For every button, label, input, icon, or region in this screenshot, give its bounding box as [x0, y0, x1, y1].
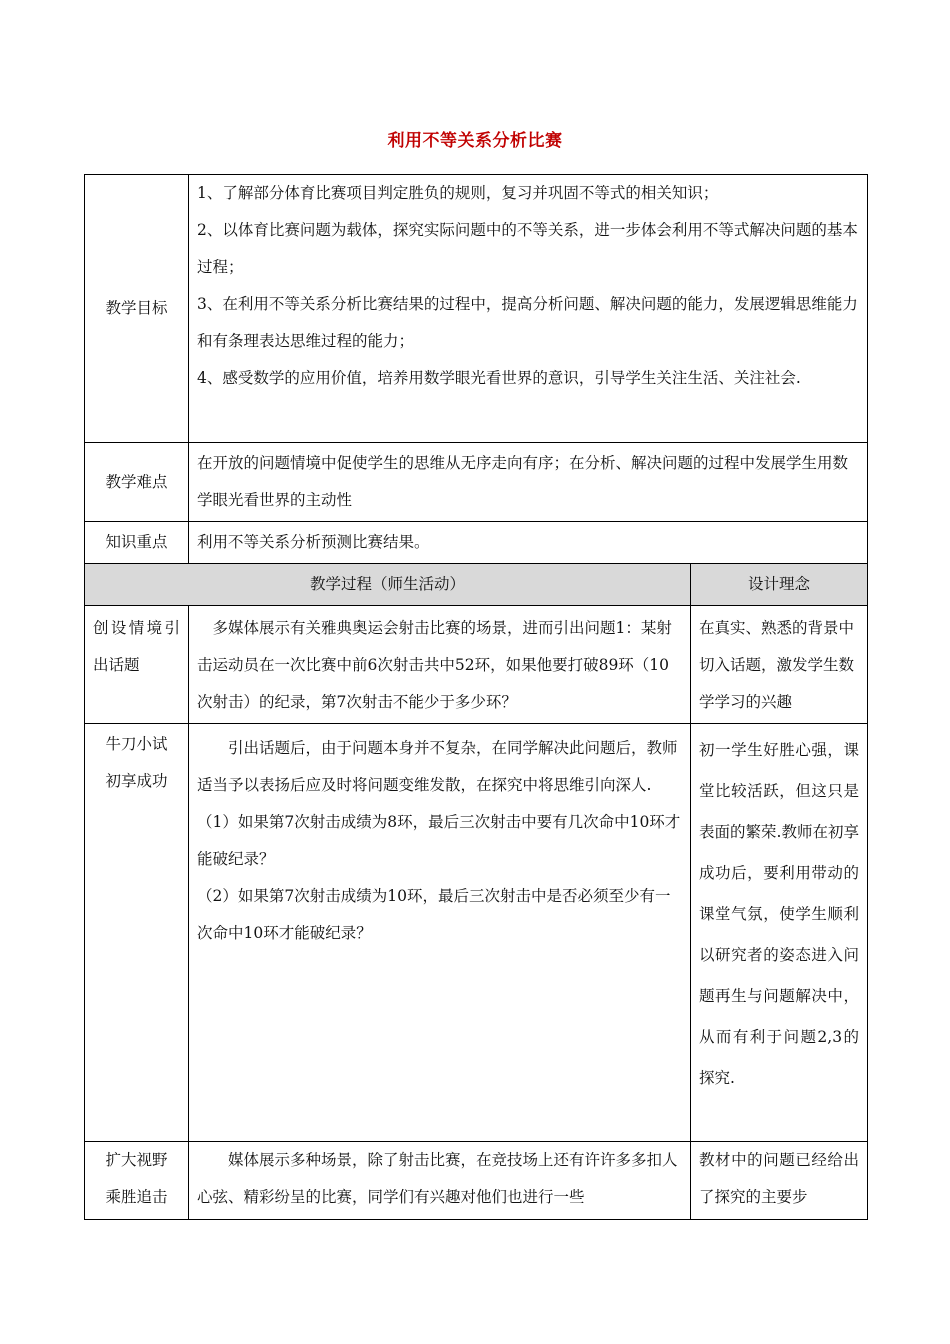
section-2-design [691, 724, 868, 1142]
section-2-label-line-2: 初享成功 [105, 772, 168, 790]
section-3-process-text: 媒体展示多种场景，除了射击比赛，在竞技场上还有许许多多扣人心弦、精彩纷呈的比赛，同学们有兴趣对他们也进行一些 [197, 1151, 678, 1206]
design-header: 设计理念 [691, 564, 868, 606]
difficulty-row [85, 443, 868, 522]
process-header-row [85, 564, 868, 606]
section-row-1 [85, 606, 868, 724]
section-3-label-line-2: 乘胜追击 [105, 1188, 168, 1206]
section-row-2 [85, 724, 868, 1142]
section-2-label-line-1: 牛刀小试 [105, 735, 168, 753]
lesson-plan-table [84, 174, 868, 1220]
section-2-design-text: 初一学生好胜心强，课堂比较活跃，但这只是表面的繁荣.教师在初享成功后，要利用带动的课堂气氛，使学生顺利以研究者的姿态进入问题再生与问题解决中，从而有利于问题2,3的探究. [699, 741, 859, 1087]
goal-line-4: 4、感受数学的应用价值，培养用数学眼光看世界的意识，引导学生关注生活、关注社会. [197, 369, 801, 387]
section-1-label-line-1: 创设情境引 [93, 619, 180, 637]
key-point-label: 知识重点 [85, 522, 189, 564]
section-row-3 [85, 1142, 868, 1220]
section-3-design [691, 1142, 868, 1220]
section-2-question-2: （2）如果第7次射击成绩为10环，最后三次射击中是否必须至少有一次命中10环才能破纪录？ [197, 887, 671, 942]
key-point-row [85, 522, 868, 564]
section-1-label [85, 606, 189, 724]
difficulty-content: 在开放的问题情境中促使学生的思维从无序走向有序；在分析、解决问题的过程中发展学生用数学眼光看世界的主动性 [189, 443, 868, 522]
process-header: 教学过程（师生活动） [85, 564, 691, 606]
section-1-design-text: 在真实、熟悉的背景中切入话题，激发学生数学学习的兴趣 [699, 619, 855, 711]
section-2-question-1: （1）如果第7次射击成绩为8环，最后三次射击中要有几次命中10环才能破纪录？ [197, 813, 681, 868]
section-3-label [85, 1142, 189, 1220]
section-1-process-text: 多媒体展示有关雅典奥运会射击比赛的场景，进而引出问题1：某射击运动员在一次比赛中前6次射击共中52环，如果他要打破89环（10次射击）的纪录，第7次射击不能少于多少环？ [197, 619, 672, 711]
section-2-label [85, 724, 189, 1142]
section-2-process-intro: 引出话题后，由于问题本身并不复杂，在同学解决此问题后，教师适当予以表扬后应及时将问题变维发散，在探究中将思维引向深人. [197, 739, 678, 794]
goals-row [85, 175, 868, 443]
key-point-content: 利用不等关系分析预测比赛结果。 [189, 522, 868, 564]
section-3-design-text: 教材中的问题已经给出了探究的主要步 [699, 1151, 859, 1206]
section-1-label-line-2: 出话题 [93, 656, 140, 674]
goals-content [189, 175, 868, 443]
goal-line-3: 3、在利用不等关系分析比赛结果的过程中，提高分析问题、解决问题的能力，发展逻辑思维能力和有条理表达思维过程的能力； [197, 295, 858, 350]
goals-label: 教学目标 [85, 175, 189, 443]
section-1-design [691, 606, 868, 724]
section-3-process [189, 1142, 691, 1220]
section-1-process [189, 606, 691, 724]
goal-line-1: 1、了解部分体育比赛项目判定胜负的规则，复习并巩固不等式的相关知识； [197, 184, 719, 202]
difficulty-label: 教学难点 [85, 443, 189, 522]
page-title: 利用不等关系分析比赛 [387, 131, 563, 151]
goal-line-2: 2、以体育比赛问题为载体，探究实际问题中的不等关系，进一步体会利用不等式解决问题的基本过程； [197, 221, 858, 276]
section-3-label-line-1: 扩大视野 [105, 1151, 168, 1169]
section-2-process [189, 724, 691, 1142]
